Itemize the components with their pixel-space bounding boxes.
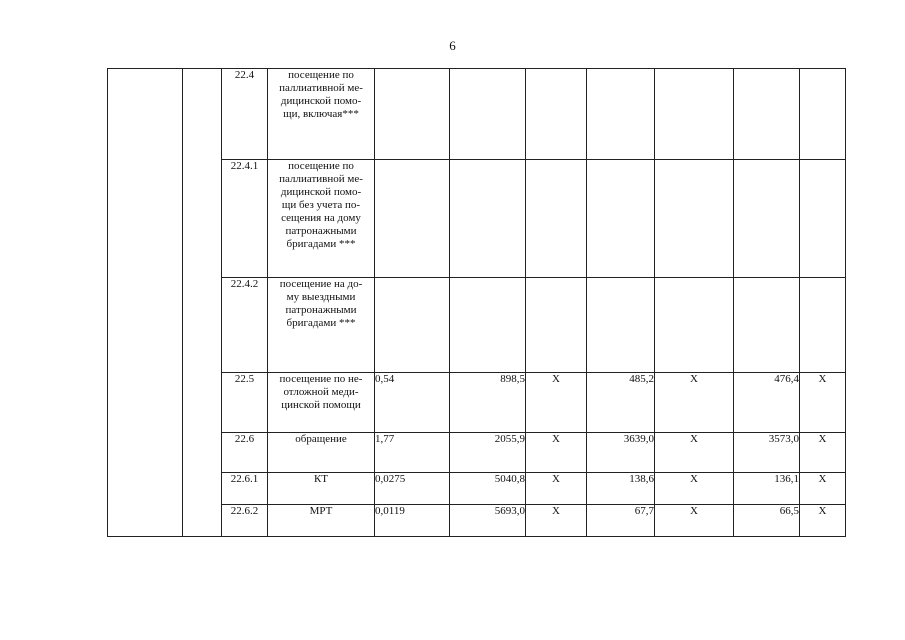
value-cell: 136,1: [734, 473, 800, 505]
value-cell: [655, 69, 734, 160]
value-cell: [450, 278, 526, 373]
value-cell: [800, 69, 846, 160]
value-cell: [800, 160, 846, 278]
value-cell: Х: [655, 433, 734, 473]
value-cell: [655, 160, 734, 278]
value-cell: 476,4: [734, 373, 800, 433]
value-cell: 5693,0: [450, 505, 526, 537]
value-cell: [450, 160, 526, 278]
value-cell: 5040,8: [450, 473, 526, 505]
row-number: 22.4: [222, 69, 268, 160]
value-cell: 66,5: [734, 505, 800, 537]
row-number: 22.4.1: [222, 160, 268, 278]
value-cell: Х: [800, 473, 846, 505]
row-name: посещение по паллиативной ме- дицинской помо- щи без учета по- сещения на дому патронажными бригадами ***: [268, 160, 375, 278]
value-cell: 138,6: [587, 473, 655, 505]
page-number: 6: [449, 38, 456, 53]
value-cell: Х: [526, 505, 587, 537]
value-cell: Х: [526, 473, 587, 505]
value-cell: [526, 278, 587, 373]
row-number: 22.6.1: [222, 473, 268, 505]
value-cell: [375, 160, 450, 278]
row-name: МРТ: [268, 505, 375, 537]
value-cell: 0,0275: [375, 473, 450, 505]
value-cell: 898,5: [450, 373, 526, 433]
merged-blank-cell: [108, 69, 183, 537]
value-cell: 3573,0: [734, 433, 800, 473]
value-cell: [800, 278, 846, 373]
value-cell: [587, 69, 655, 160]
value-cell: 1,77: [375, 433, 450, 473]
value-cell: Х: [526, 433, 587, 473]
value-cell: [526, 160, 587, 278]
row-name: посещение на до- му выездными патронажными бригадами ***: [268, 278, 375, 373]
row-name: посещение по паллиативной ме- дицинской помо- щи, включая***: [268, 69, 375, 160]
value-cell: Х: [655, 505, 734, 537]
value-cell: [375, 278, 450, 373]
value-cell: 3639,0: [587, 433, 655, 473]
merged-blank-cell: [183, 69, 222, 537]
row-number: 22.4.2: [222, 278, 268, 373]
row-name: КТ: [268, 473, 375, 505]
row-name: обращение: [268, 433, 375, 473]
value-cell: 485,2: [587, 373, 655, 433]
row-number: 22.6.2: [222, 505, 268, 537]
row-name: посещение по не- отложной меди- цинской помощи: [268, 373, 375, 433]
data-table: [107, 68, 846, 537]
table-row: [108, 69, 846, 160]
value-cell: [734, 278, 800, 373]
value-cell: [375, 69, 450, 160]
value-cell: Х: [526, 373, 587, 433]
value-cell: Х: [655, 373, 734, 433]
value-cell: [734, 160, 800, 278]
value-cell: Х: [800, 433, 846, 473]
value-cell: [526, 69, 587, 160]
value-cell: [734, 69, 800, 160]
value-cell: Х: [655, 473, 734, 505]
value-cell: 67,7: [587, 505, 655, 537]
value-cell: [587, 278, 655, 373]
value-cell: 0,0119: [375, 505, 450, 537]
value-cell: 0,54: [375, 373, 450, 433]
value-cell: [450, 69, 526, 160]
value-cell: [587, 160, 655, 278]
row-number: 22.6: [222, 433, 268, 473]
row-number: 22.5: [222, 373, 268, 433]
value-cell: [655, 278, 734, 373]
value-cell: Х: [800, 373, 846, 433]
value-cell: Х: [800, 505, 846, 537]
value-cell: 2055,9: [450, 433, 526, 473]
